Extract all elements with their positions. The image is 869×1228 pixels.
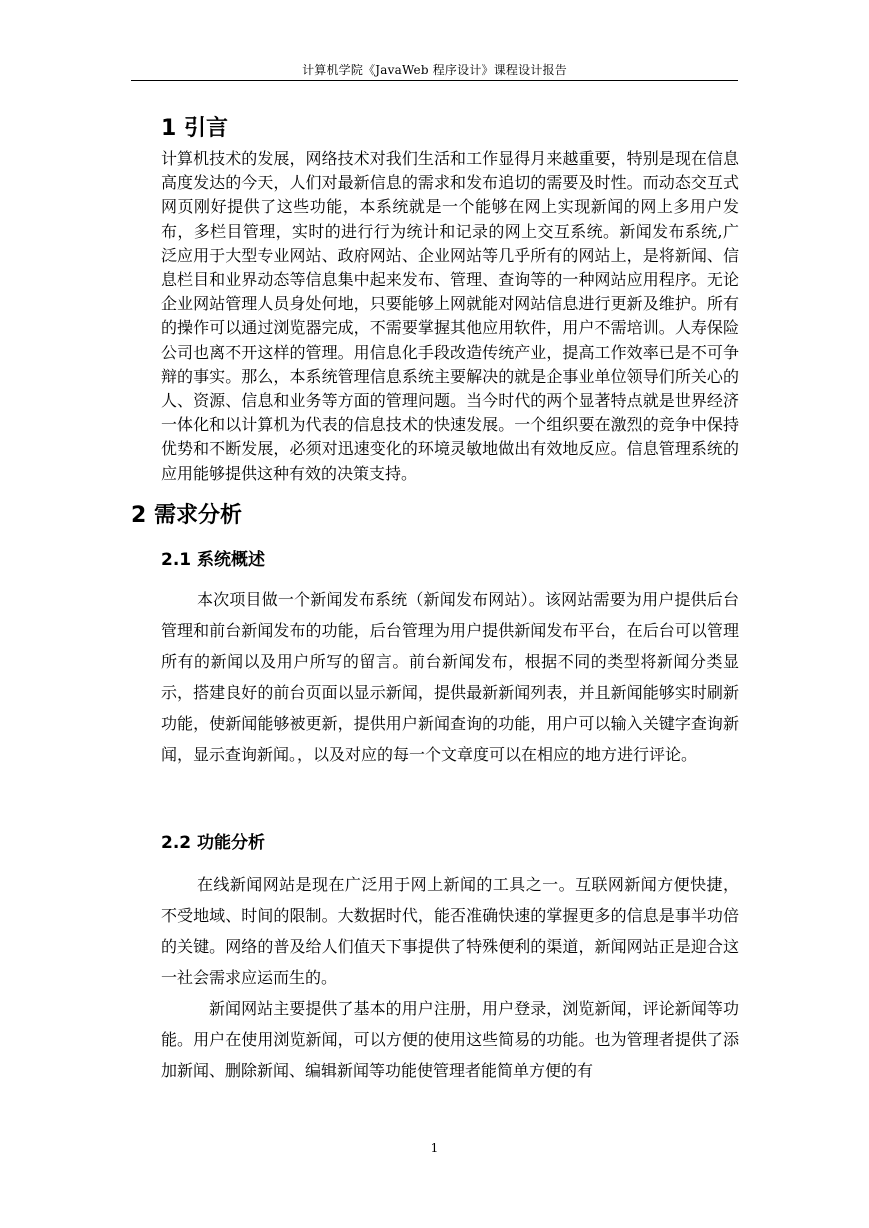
intro-paragraph: 计算机技术的发展，网络技术对我们生活和工作显得月来越重要，特别是现在信息高度发达的今天，人们对最新信息的需求和发布追切的需要及时性。而动态交互式网页刚好提供了这些功能，本系统就是一个能够在网上实现新闻的网上多用户发布，多栏目管理，实时的进行行为统计和记录的网上交互系统。新闻发布系统,广泛应用于大型专业网站、政府网站、企业网站等几乎所有的网站上，是将新闻、信息栏目和业界动态等信息集中起来发布、管理、查询等的一种网站应用程序。无论企业网站管理人员身处何地，只要能够上网就能对网站信息进行更新及维护。所有的操作可以通过浏览器完成，不需要掌握其他应用软件，用户不需培训。人寿保险公司也离不开这样的管理。用信息化手段改造传统产业，提高工作效率已是不可争辩的事实。那么，本系统管理信息系统主要解决的就是企事业单位领导们所关心的人、资源、信息和业务等方面的管理问题。当今时代的两个显著特点就是世界经济一体化和以计算机为代表的信息技术的快速发展。一个组织要在激烈的竞争中保持优势和不断发展，必须对迅速变化的环境灵敏地做出有效地反应。信息管理系统的应用能够提供这种有效的决策支持。: [161, 149, 739, 483]
function-paragraph-1: 在线新闻网站是现在广泛用于网上新闻的工具之一。互联网新闻方便快捷，不受地域、时间的限制。大数据时代，能否准确快速的掌握更多的信息是事半功倍的关键。网络的普及给人们值天下事提供了特殊便利的渠道，新闻网站正是迎合这一社会需求应运而生的。: [161, 875, 739, 987]
header-divider: [131, 80, 738, 81]
subsection-heading-function: 2.2 功能分析: [161, 833, 266, 853]
subsection-heading-overview: 2.1 系统概述: [161, 550, 266, 570]
overview-paragraph: 本次项目做一个新闻发布系统（新闻发布网站）。该网站需要为用户提供后台管理和前台新闻发布的功能，后台管理为用户提供新闻发布平台，在后台可以管理所有的新闻以及用户所写的留言。前台新闻发布，根据不同的类型将新闻分类显示，搭建良好的前台页面以显示新闻，提供最新新闻列表，并且新闻能够实时刷新功能，使新闻能够被更新，提供用户新闻查询的功能，用户可以输入关键字查询新闻，显示查询新闻。，以及对应的每一个文章度可以在相应的地方进行评论。: [161, 590, 739, 764]
function-paragraph-2: 新闻网站主要提供了基本的用户注册，用户登录，浏览新闻，评论新闻等功能。用户在使用浏览新闻，可以方便的使用这些简易的功能。也为管理者提供了添加新闻、删除新闻、编辑新闻等功能使管理者能简单方便的有: [161, 999, 739, 1080]
header-title: 计算机学院《JavaWeb 程序设计》课程设计报告: [302, 63, 567, 77]
page-number: 1: [430, 1141, 439, 1155]
section-heading-requirements: 2 需求分析: [131, 503, 242, 528]
section-heading-intro: 1 引言: [161, 116, 228, 141]
